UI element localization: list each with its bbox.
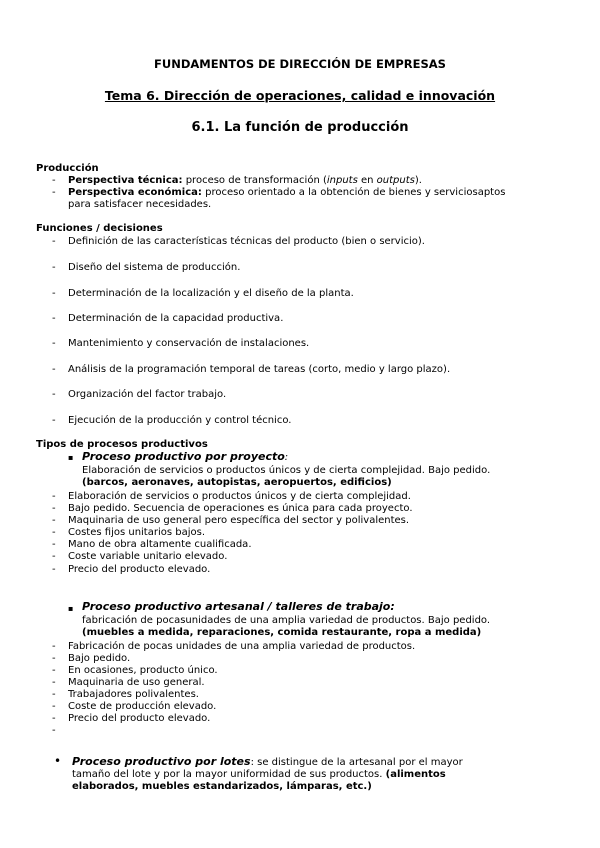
item-text: ). — [414, 175, 422, 186]
dash-marker: - — [52, 262, 56, 273]
artesanal-item: En ocasiones, producto único. — [68, 665, 218, 676]
dash-marker: - — [52, 713, 56, 724]
item-italic: outputs — [376, 175, 415, 186]
round-bullet-icon: • — [54, 754, 62, 768]
artesanal-desc: fabricación de pocasunidades de una amplia variedad de productos. Bajo pedido. — [82, 615, 491, 626]
produccion-item-tecnica — [68, 175, 422, 187]
funcion-item: Organización del factor trabajo. — [68, 389, 227, 400]
funcion-item: Determinación de la capacidad productiva. — [68, 313, 284, 324]
lotes-desc: : se distingue de la artesanal por el mayor — [250, 757, 463, 768]
item-text: proceso orientado a la obtención de bienes y serviciosaptos — [201, 187, 506, 198]
dash-marker: - — [52, 665, 56, 676]
proyecto-item: Precio del producto elevado. — [68, 564, 211, 575]
funcion-item: Ejecución de la producción y control técnico. — [68, 415, 292, 426]
lotes-title: Proceso productivo por lotes — [72, 755, 251, 768]
dash-marker: - — [52, 527, 56, 538]
funcion-item: Análisis de la programación temporal de tareas (corto, medio y largo plazo). — [68, 364, 451, 375]
proyecto-examples: (barcos, aeronaves, autopistas, aeropuertos, edificios) — [82, 477, 392, 488]
proyecto-item: Bajo pedido. Secuencia de operaciones es única para cada proyecto. — [68, 503, 413, 514]
proyecto-item: Coste variable unitario elevado. — [68, 551, 228, 562]
artesanal-examples: (muebles a medida, reparaciones, comida restaurante, ropa a medida) — [82, 627, 482, 638]
square-bullet-icon: ▪ — [68, 453, 74, 462]
proyecto-desc: Elaboración de servicios o productos únicos y de cierta complejidad. Bajo pedido. — [82, 465, 491, 476]
funcion-item: Diseño del sistema de producción. — [68, 262, 241, 273]
document-subtitle: Tema 6. Dirección de operaciones, calidad e innovación — [104, 88, 496, 103]
item-label: Perspectiva técnica: — [68, 175, 183, 186]
proyecto-item: Elaboración de servicios o productos únicos y de cierta complejidad. — [68, 491, 411, 502]
lotes-examples-1: (alimentos — [385, 769, 446, 780]
dash-marker: - — [52, 503, 56, 514]
dash-marker: - — [52, 689, 56, 700]
produccion-heading: Producción — [36, 163, 99, 174]
dash-marker: - — [52, 187, 56, 198]
funcion-item: Determinación de la localización y el diseño de la planta. — [68, 288, 354, 299]
dash-marker: - — [52, 725, 56, 736]
item-label: Perspectiva económica: — [68, 187, 202, 198]
dash-marker: - — [52, 641, 56, 652]
dash-marker: - — [52, 564, 56, 575]
artesanal-item: Trabajadores polivalentes. — [68, 689, 199, 700]
artesanal-item: Coste de producción elevado. — [68, 701, 217, 712]
item-text: en — [357, 175, 377, 186]
dash-marker: - — [52, 415, 56, 426]
dash-marker: - — [52, 491, 56, 502]
item-text: proceso de transformación ( — [182, 175, 327, 186]
artesanal-item: Bajo pedido. — [68, 653, 131, 664]
lotes-examples-2: elaborados, muebles estandarizados, lámparas, etc.) — [72, 781, 372, 792]
funcion-item: Definición de las características técnicas del producto (bien o servicio). — [68, 236, 425, 247]
dash-marker: - — [52, 539, 56, 550]
dash-marker: - — [52, 175, 56, 186]
dash-marker: - — [52, 653, 56, 664]
dash-marker: - — [52, 313, 56, 324]
artesanal-title: Proceso productivo artesanal / talleres de trabajo: — [82, 600, 395, 613]
proyecto-item: Costes fijos unitarios bajos. — [68, 527, 206, 538]
dash-marker: - — [52, 338, 56, 349]
produccion-item-economica — [68, 187, 505, 199]
dash-marker: - — [52, 288, 56, 299]
proyecto-item: Mano de obra altamente cualificada. — [68, 539, 252, 550]
tipos-heading: Tipos de procesos productivos — [36, 439, 208, 450]
proyecto-item: Maquinaria de uso general pero específica del sector y polivalentes. — [68, 515, 410, 526]
dash-marker: - — [52, 515, 56, 526]
dash-marker: - — [52, 677, 56, 688]
artesanal-item: Maquinaria de uso general. — [68, 677, 205, 688]
proyecto-title — [82, 451, 288, 464]
produccion-item-economica-cont: para satisfacer necesidades. — [68, 199, 212, 210]
dash-marker: - — [52, 551, 56, 562]
lotes-line-1 — [72, 756, 463, 769]
dash-marker: - — [52, 389, 56, 400]
section-heading: 6.1. La función de producción — [191, 120, 409, 135]
lotes-desc-2: tamaño del lote y por la mayor uniformidad de sus productos. — [72, 769, 383, 780]
proyecto-title-colon: : — [284, 452, 289, 463]
artesanal-item: Precio del producto elevado. — [68, 713, 211, 724]
lotes-line-2 — [72, 769, 446, 781]
artesanal-item: Fabricación de pocas unidades de una amplia variedad de productos. — [68, 641, 416, 652]
funcion-item: Mantenimiento y conservación de instalaciones. — [68, 338, 310, 349]
dash-marker: - — [52, 364, 56, 375]
proyecto-title-text: Proceso productivo por proyecto — [82, 450, 285, 463]
funciones-heading: Funciones / decisiones — [36, 223, 163, 234]
square-bullet-icon: ▪ — [68, 604, 74, 613]
item-italic: inputs — [326, 175, 358, 186]
document-title: FUNDAMENTOS DE DIRECCIÓN DE EMPRESAS — [154, 57, 446, 71]
dash-marker: - — [52, 701, 56, 712]
dash-marker: - — [52, 236, 56, 247]
